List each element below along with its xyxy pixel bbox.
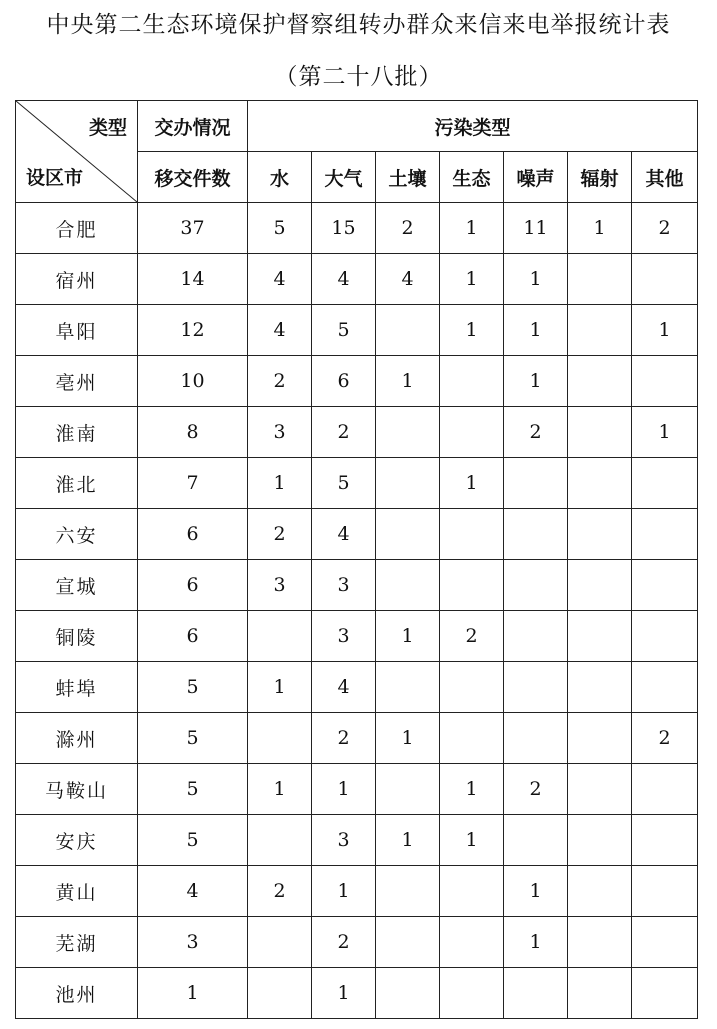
ecology-count-cell <box>440 713 504 764</box>
column-header-radiation: 辐射 <box>568 152 632 203</box>
noise-count-cell <box>504 458 568 509</box>
air-count-cell: 3 <box>312 815 376 866</box>
soil-count-cell <box>376 917 440 968</box>
other-count-cell <box>632 866 698 917</box>
air-count-cell: 4 <box>312 254 376 305</box>
ecology-count-cell <box>440 509 504 560</box>
city-cell: 马鞍山 <box>16 764 138 815</box>
water-count-cell: 1 <box>248 764 312 815</box>
noise-count-cell <box>504 968 568 1019</box>
ecology-count-cell: 1 <box>440 305 504 356</box>
table-row <box>16 458 698 509</box>
noise-count-cell <box>504 509 568 560</box>
city-cell: 池州 <box>16 968 138 1019</box>
air-count-cell: 2 <box>312 713 376 764</box>
handling-header: 交办情况 <box>138 101 248 152</box>
table-row <box>16 764 698 815</box>
ecology-count-cell <box>440 407 504 458</box>
page-title: 中央第二生态环境保护督察组转办群众来信来电举报统计表 <box>46 12 671 38</box>
other-count-cell <box>632 764 698 815</box>
other-count-cell <box>632 254 698 305</box>
air-count-cell: 6 <box>312 356 376 407</box>
ecology-count-cell <box>440 560 504 611</box>
soil-count-cell: 1 <box>376 713 440 764</box>
noise-count-cell: 2 <box>504 407 568 458</box>
table-row <box>16 968 698 1019</box>
column-header-soil: 土壤 <box>376 152 440 203</box>
water-count-cell <box>248 917 312 968</box>
water-count-cell: 3 <box>248 407 312 458</box>
air-count-cell: 5 <box>312 458 376 509</box>
ecology-count-cell: 1 <box>440 254 504 305</box>
air-count-cell: 4 <box>312 509 376 560</box>
radiation-count-cell <box>568 917 632 968</box>
radiation-count-cell: 1 <box>568 203 632 254</box>
water-count-cell <box>248 611 312 662</box>
radiation-count-cell <box>568 458 632 509</box>
water-count-cell <box>248 815 312 866</box>
transfer-count-cell: 5 <box>138 815 248 866</box>
soil-count-cell: 4 <box>376 254 440 305</box>
soil-count-cell: 1 <box>376 611 440 662</box>
other-count-cell <box>632 815 698 866</box>
radiation-count-cell <box>568 815 632 866</box>
air-count-cell: 2 <box>312 407 376 458</box>
soil-count-cell <box>376 458 440 509</box>
table-row <box>16 866 698 917</box>
city-cell: 铜陵 <box>16 611 138 662</box>
radiation-count-cell <box>568 866 632 917</box>
radiation-count-cell <box>568 407 632 458</box>
ecology-count-cell: 1 <box>440 815 504 866</box>
soil-count-cell <box>376 407 440 458</box>
air-count-cell: 3 <box>312 611 376 662</box>
city-cell: 蚌埠 <box>16 662 138 713</box>
soil-count-cell: 1 <box>376 356 440 407</box>
table-row <box>16 407 698 458</box>
table-row <box>16 254 698 305</box>
noise-count-cell: 2 <box>504 764 568 815</box>
water-count-cell: 4 <box>248 254 312 305</box>
batch-subtitle: （第二十八批） <box>274 64 443 90</box>
noise-count-cell <box>504 815 568 866</box>
table-row <box>16 203 698 254</box>
radiation-count-cell <box>568 560 632 611</box>
water-count-cell: 2 <box>248 866 312 917</box>
table-row <box>16 305 698 356</box>
city-cell: 安庆 <box>16 815 138 866</box>
radiation-count-cell <box>568 254 632 305</box>
transfer-count-cell: 7 <box>138 458 248 509</box>
water-count-cell: 2 <box>248 356 312 407</box>
column-header-ecology: 生态 <box>440 152 504 203</box>
noise-count-cell: 1 <box>504 917 568 968</box>
air-count-cell: 5 <box>312 305 376 356</box>
radiation-count-cell <box>568 305 632 356</box>
radiation-count-cell <box>568 611 632 662</box>
diagonal-header-cell <box>16 101 138 203</box>
ecology-count-cell <box>440 968 504 1019</box>
water-count-cell: 4 <box>248 305 312 356</box>
city-cell: 阜阳 <box>16 305 138 356</box>
soil-count-cell <box>376 560 440 611</box>
air-count-cell: 1 <box>312 764 376 815</box>
other-count-cell <box>632 458 698 509</box>
transfer-count-cell: 6 <box>138 509 248 560</box>
pollution-types-header: 污染类型 <box>248 101 698 152</box>
ecology-count-cell <box>440 662 504 713</box>
table-row <box>16 560 698 611</box>
transfer-count-cell: 10 <box>138 356 248 407</box>
table-row <box>16 509 698 560</box>
other-count-cell <box>632 509 698 560</box>
radiation-count-cell <box>568 662 632 713</box>
transfer-count-cell: 14 <box>138 254 248 305</box>
radiation-count-cell <box>568 713 632 764</box>
table-body <box>16 101 698 1019</box>
transfer-count-cell: 5 <box>138 764 248 815</box>
table-row <box>16 917 698 968</box>
transfer-count-cell: 5 <box>138 662 248 713</box>
water-count-cell: 1 <box>248 458 312 509</box>
transfer-count-cell: 12 <box>138 305 248 356</box>
air-count-cell: 4 <box>312 662 376 713</box>
other-count-cell: 1 <box>632 407 698 458</box>
ecology-count-cell <box>440 917 504 968</box>
water-count-cell: 1 <box>248 662 312 713</box>
radiation-count-cell <box>568 764 632 815</box>
other-count-cell <box>632 611 698 662</box>
column-header-other: 其他 <box>632 152 698 203</box>
noise-count-cell <box>504 560 568 611</box>
water-count-cell <box>248 968 312 1019</box>
other-count-cell: 2 <box>632 713 698 764</box>
transfer-count-cell: 5 <box>138 713 248 764</box>
transfer-count-cell: 37 <box>138 203 248 254</box>
radiation-count-cell <box>568 509 632 560</box>
soil-count-cell <box>376 968 440 1019</box>
other-count-cell: 1 <box>632 305 698 356</box>
city-cell: 芜湖 <box>16 917 138 968</box>
noise-count-cell: 1 <box>504 254 568 305</box>
soil-count-cell <box>376 866 440 917</box>
column-header-water: 水 <box>248 152 312 203</box>
noise-count-cell <box>504 713 568 764</box>
radiation-count-cell <box>568 356 632 407</box>
other-count-cell <box>632 356 698 407</box>
transfer-count-cell: 3 <box>138 917 248 968</box>
city-cell: 滁州 <box>16 713 138 764</box>
water-count-cell: 5 <box>248 203 312 254</box>
ecology-count-cell <box>440 356 504 407</box>
city-cell: 淮北 <box>16 458 138 509</box>
type-label: 类型 <box>88 117 127 139</box>
table-row <box>16 713 698 764</box>
city-cell: 亳州 <box>16 356 138 407</box>
city-cell: 黄山 <box>16 866 138 917</box>
water-count-cell <box>248 713 312 764</box>
other-count-cell <box>632 662 698 713</box>
ecology-count-cell: 1 <box>440 458 504 509</box>
other-count-cell <box>632 560 698 611</box>
city-cell: 合肥 <box>16 203 138 254</box>
water-count-cell: 3 <box>248 560 312 611</box>
city-cell: 六安 <box>16 509 138 560</box>
header-row-1 <box>16 101 698 152</box>
ecology-count-cell: 1 <box>440 764 504 815</box>
transfer-count-cell: 6 <box>138 560 248 611</box>
complaint-statistics-table <box>15 100 698 1019</box>
noise-count-cell <box>504 611 568 662</box>
city-label: 设区市 <box>26 167 84 189</box>
transfer-count-cell: 4 <box>138 866 248 917</box>
soil-count-cell: 1 <box>376 815 440 866</box>
table-row <box>16 662 698 713</box>
soil-count-cell <box>376 509 440 560</box>
city-cell: 宿州 <box>16 254 138 305</box>
other-count-cell <box>632 917 698 968</box>
transfer-count-cell: 1 <box>138 968 248 1019</box>
noise-count-cell: 1 <box>504 356 568 407</box>
ecology-count-cell <box>440 866 504 917</box>
noise-count-cell: 1 <box>504 305 568 356</box>
noise-count-cell: 1 <box>504 866 568 917</box>
air-count-cell: 1 <box>312 968 376 1019</box>
radiation-count-cell <box>568 968 632 1019</box>
soil-count-cell: 2 <box>376 203 440 254</box>
air-count-cell: 15 <box>312 203 376 254</box>
transfer-count-cell: 6 <box>138 611 248 662</box>
air-count-cell: 1 <box>312 866 376 917</box>
water-count-cell: 2 <box>248 509 312 560</box>
city-cell: 淮南 <box>16 407 138 458</box>
soil-count-cell <box>376 662 440 713</box>
soil-count-cell <box>376 764 440 815</box>
table-row <box>16 815 698 866</box>
air-count-cell: 2 <box>312 917 376 968</box>
other-count-cell <box>632 968 698 1019</box>
noise-count-cell: 11 <box>504 203 568 254</box>
city-cell: 宣城 <box>16 560 138 611</box>
transfer-count-cell: 8 <box>138 407 248 458</box>
transfer-count-header: 移交件数 <box>138 152 248 203</box>
table-row <box>16 356 698 407</box>
other-count-cell: 2 <box>632 203 698 254</box>
ecology-count-cell: 2 <box>440 611 504 662</box>
noise-count-cell <box>504 662 568 713</box>
ecology-count-cell: 1 <box>440 203 504 254</box>
table-row <box>16 611 698 662</box>
air-count-cell: 3 <box>312 560 376 611</box>
column-header-noise: 噪声 <box>504 152 568 203</box>
soil-count-cell <box>376 305 440 356</box>
column-header-air: 大气 <box>312 152 376 203</box>
